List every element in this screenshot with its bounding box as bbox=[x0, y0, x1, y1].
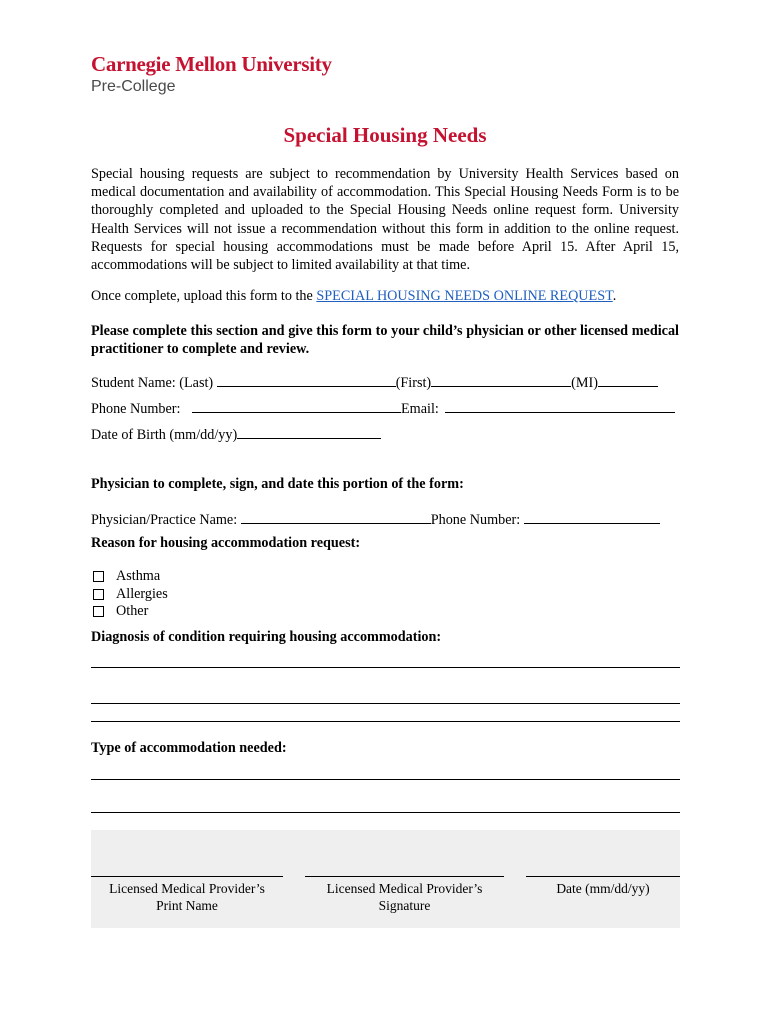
accommodation-line-2[interactable] bbox=[91, 812, 680, 813]
dob-label: Date of Birth (mm/dd/yy) bbox=[91, 427, 238, 443]
phone-email-row bbox=[91, 398, 681, 418]
mi-field[interactable] bbox=[598, 372, 658, 387]
physician-phone-label: Phone Number: bbox=[430, 512, 524, 528]
physician-phone-field[interactable] bbox=[524, 509, 660, 524]
intro-paragraph: Special housing requests are subject to recommendation by University Health Services based on medical documentation and availability of accommodation. This Special Housing Needs Form is to be thoroughly completed and uploaded to the Special Housing Needs online request form. University Health Services will not issue a recommendation without this form in addition to the online request. Requests for special housing accommodations must be made before April 15. After April 15, accommodations will be subject to limited availability at that time. bbox=[91, 166, 679, 274]
practice-row bbox=[91, 509, 681, 529]
last-name-field[interactable] bbox=[217, 372, 396, 387]
accommodation-heading: Type of accommodation needed: bbox=[91, 740, 287, 756]
email-label: Email: bbox=[401, 401, 443, 417]
mi-label: (MI) bbox=[571, 375, 598, 391]
email-field[interactable] bbox=[445, 398, 675, 413]
print-name-label-2: Print Name bbox=[156, 898, 218, 913]
dob-field[interactable] bbox=[237, 424, 381, 439]
last-name-label: Student Name: (Last) bbox=[91, 375, 217, 391]
reason-allergies[interactable] bbox=[91, 586, 168, 604]
upload-suffix: . bbox=[612, 288, 617, 304]
online-request-link[interactable]: SPECIAL HOUSING NEEDS ONLINE REQUEST bbox=[316, 288, 613, 304]
signature-block bbox=[305, 876, 504, 914]
phone-field[interactable] bbox=[192, 398, 401, 413]
accommodation-line-1[interactable] bbox=[91, 779, 680, 780]
reason-asthma[interactable] bbox=[91, 568, 168, 586]
signature-label-2: Signature bbox=[378, 898, 431, 913]
form-title: Special Housing Needs bbox=[283, 123, 487, 147]
upload-prefix: Once complete, upload this form to the bbox=[91, 288, 317, 304]
first-name-label: (First) bbox=[395, 375, 432, 391]
university-logo: Carnegie Mellon University bbox=[91, 52, 332, 76]
diagnosis-line-2[interactable] bbox=[91, 703, 680, 704]
signature-line[interactable] bbox=[305, 876, 504, 877]
instruction-text: Please complete this section and give this form to your child’s physician or other licensed medical practitioner to complete and review. bbox=[91, 323, 679, 358]
print-name-block bbox=[91, 876, 283, 914]
reason-asthma-label: Asthma bbox=[116, 568, 161, 584]
phone-label: Phone Number: bbox=[91, 401, 184, 417]
date-line[interactable] bbox=[526, 876, 680, 877]
diagnosis-heading: Diagnosis of condition requiring housing accommodation: bbox=[91, 629, 442, 645]
reason-other-label: Other bbox=[116, 603, 149, 620]
practice-label: Physician/Practice Name: bbox=[91, 512, 241, 528]
upload-instruction bbox=[91, 288, 616, 305]
program-name: Pre-College bbox=[91, 78, 176, 95]
diagnosis-line-1[interactable] bbox=[91, 667, 680, 668]
checkbox-allergies[interactable] bbox=[93, 589, 104, 600]
physician-heading: Physician to complete, sign, and date this portion of the form: bbox=[91, 476, 464, 492]
checkbox-asthma[interactable] bbox=[93, 571, 104, 582]
dob-row bbox=[91, 424, 681, 444]
student-name-row bbox=[91, 372, 681, 392]
practice-field[interactable] bbox=[241, 509, 431, 524]
signature-section bbox=[91, 830, 680, 928]
reason-allergies-label: Allergies bbox=[116, 585, 168, 602]
signature-label-1: Licensed Medical Provider’s bbox=[326, 881, 483, 896]
date-block bbox=[526, 876, 680, 897]
reason-checklist bbox=[91, 568, 168, 621]
diagnosis-line-3[interactable] bbox=[91, 721, 680, 722]
reason-heading: Reason for housing accommodation request: bbox=[91, 535, 361, 551]
date-label: Date (mm/dd/yy) bbox=[556, 881, 650, 896]
first-name-field[interactable] bbox=[431, 372, 571, 387]
reason-other[interactable] bbox=[91, 603, 168, 621]
print-name-line[interactable] bbox=[91, 876, 283, 877]
checkbox-other[interactable] bbox=[93, 606, 104, 617]
print-name-label-1: Licensed Medical Provider’s bbox=[109, 881, 265, 896]
